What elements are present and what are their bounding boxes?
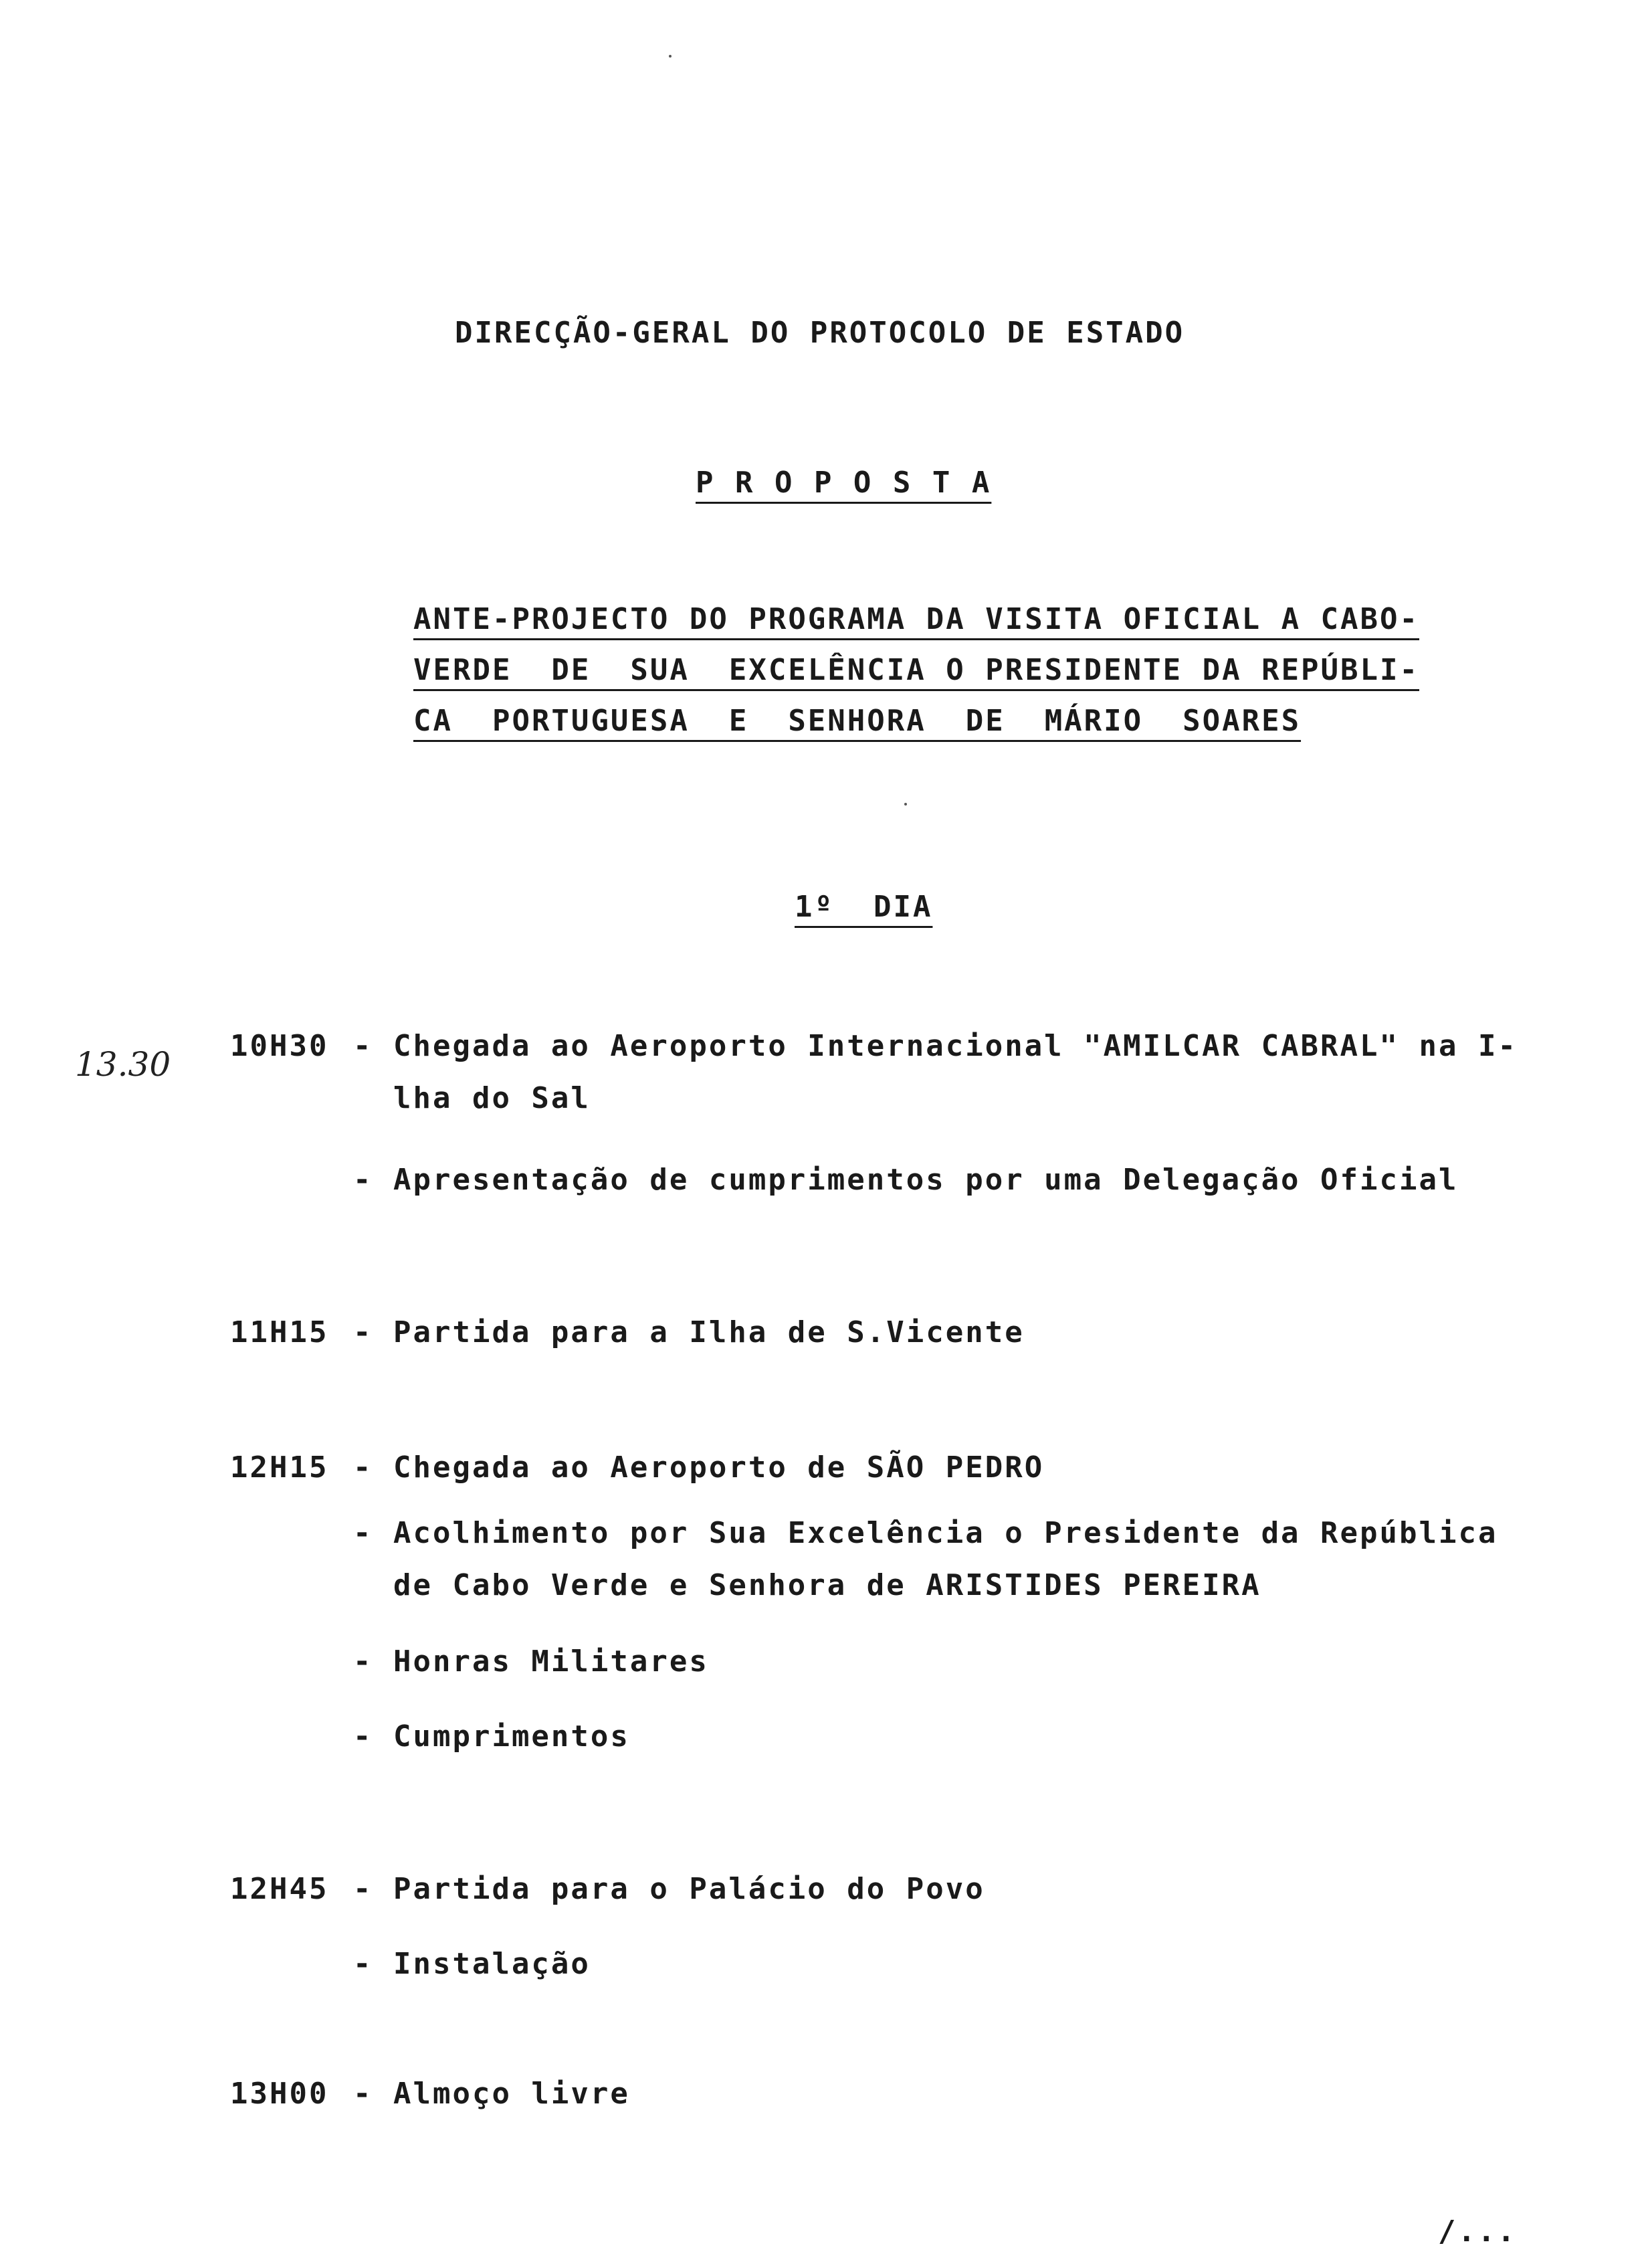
title-line-1: ANTE-PROJECTO DO PROGRAMA DA VISITA OFICIAL A CABO- xyxy=(413,602,1420,636)
speck xyxy=(669,55,672,58)
schedule-dash: - xyxy=(353,1450,373,1485)
proposal-heading: P R O P O S T A xyxy=(696,466,992,500)
schedule-dash: - xyxy=(353,1029,373,1063)
schedule-time-1115: 11H15 xyxy=(230,1315,329,1349)
schedule-item: Partida para a Ilha de S.Vicente xyxy=(393,1315,1025,1349)
schedule-time-1300: 13H00 xyxy=(230,2077,329,2111)
schedule-dash: - xyxy=(353,2077,373,2111)
schedule-dash: - xyxy=(353,1516,373,1550)
schedule-item-continuation: lha do Sal xyxy=(393,1081,591,1115)
title-line-3: CA PORTUGUESA E SENHORA DE MÁRIO SOARES xyxy=(413,704,1302,738)
schedule-item: Chegada ao Aeroporto Internacional "AMILCAR CABRAL" na I- xyxy=(393,1029,1518,1063)
schedule-time-1245: 12H45 xyxy=(230,1872,329,1906)
schedule-item: Almoço livre xyxy=(393,2077,630,2111)
day-heading: 1º DIA xyxy=(795,890,933,924)
schedule-item: Cumprimentos xyxy=(393,1719,630,1754)
schedule-dash: - xyxy=(353,1644,373,1679)
handwritten-margin-note: 13.30 xyxy=(75,1045,171,1084)
schedule-dash: - xyxy=(353,1719,373,1754)
schedule-item: Acolhimento por Sua Excelência o Presidente da República xyxy=(393,1516,1498,1550)
schedule-time-1215: 12H15 xyxy=(230,1450,329,1485)
schedule-dash: - xyxy=(353,1315,373,1349)
continuation-mark: /... xyxy=(1438,2214,1517,2249)
schedule-dash: - xyxy=(353,1872,373,1906)
schedule-dash: - xyxy=(353,1163,373,1197)
schedule-item: Honras Militares xyxy=(393,1644,709,1679)
schedule-item-continuation: de Cabo Verde e Senhora de ARISTIDES PEREIRA xyxy=(393,1568,1261,1602)
schedule-item: Apresentação de cumprimentos por uma Delegação Oficial xyxy=(393,1163,1459,1197)
schedule-item: Instalação xyxy=(393,1947,591,1981)
schedule-item: Chegada ao Aeroporto de SÃO PEDRO xyxy=(393,1450,1045,1485)
schedule-time-1030: 10H30 xyxy=(230,1029,329,1063)
schedule-dash: - xyxy=(353,1947,373,1981)
speck xyxy=(904,803,907,806)
schedule-item: Partida para o Palácio do Povo xyxy=(393,1872,985,1906)
title-line-2: VERDE DE SUA EXCELÊNCIA O PRESIDENTE DA REPÚBLI- xyxy=(413,653,1420,687)
department-heading: DIRECÇÃO-GERAL DO PROTOCOLO DE ESTADO xyxy=(455,316,1185,350)
